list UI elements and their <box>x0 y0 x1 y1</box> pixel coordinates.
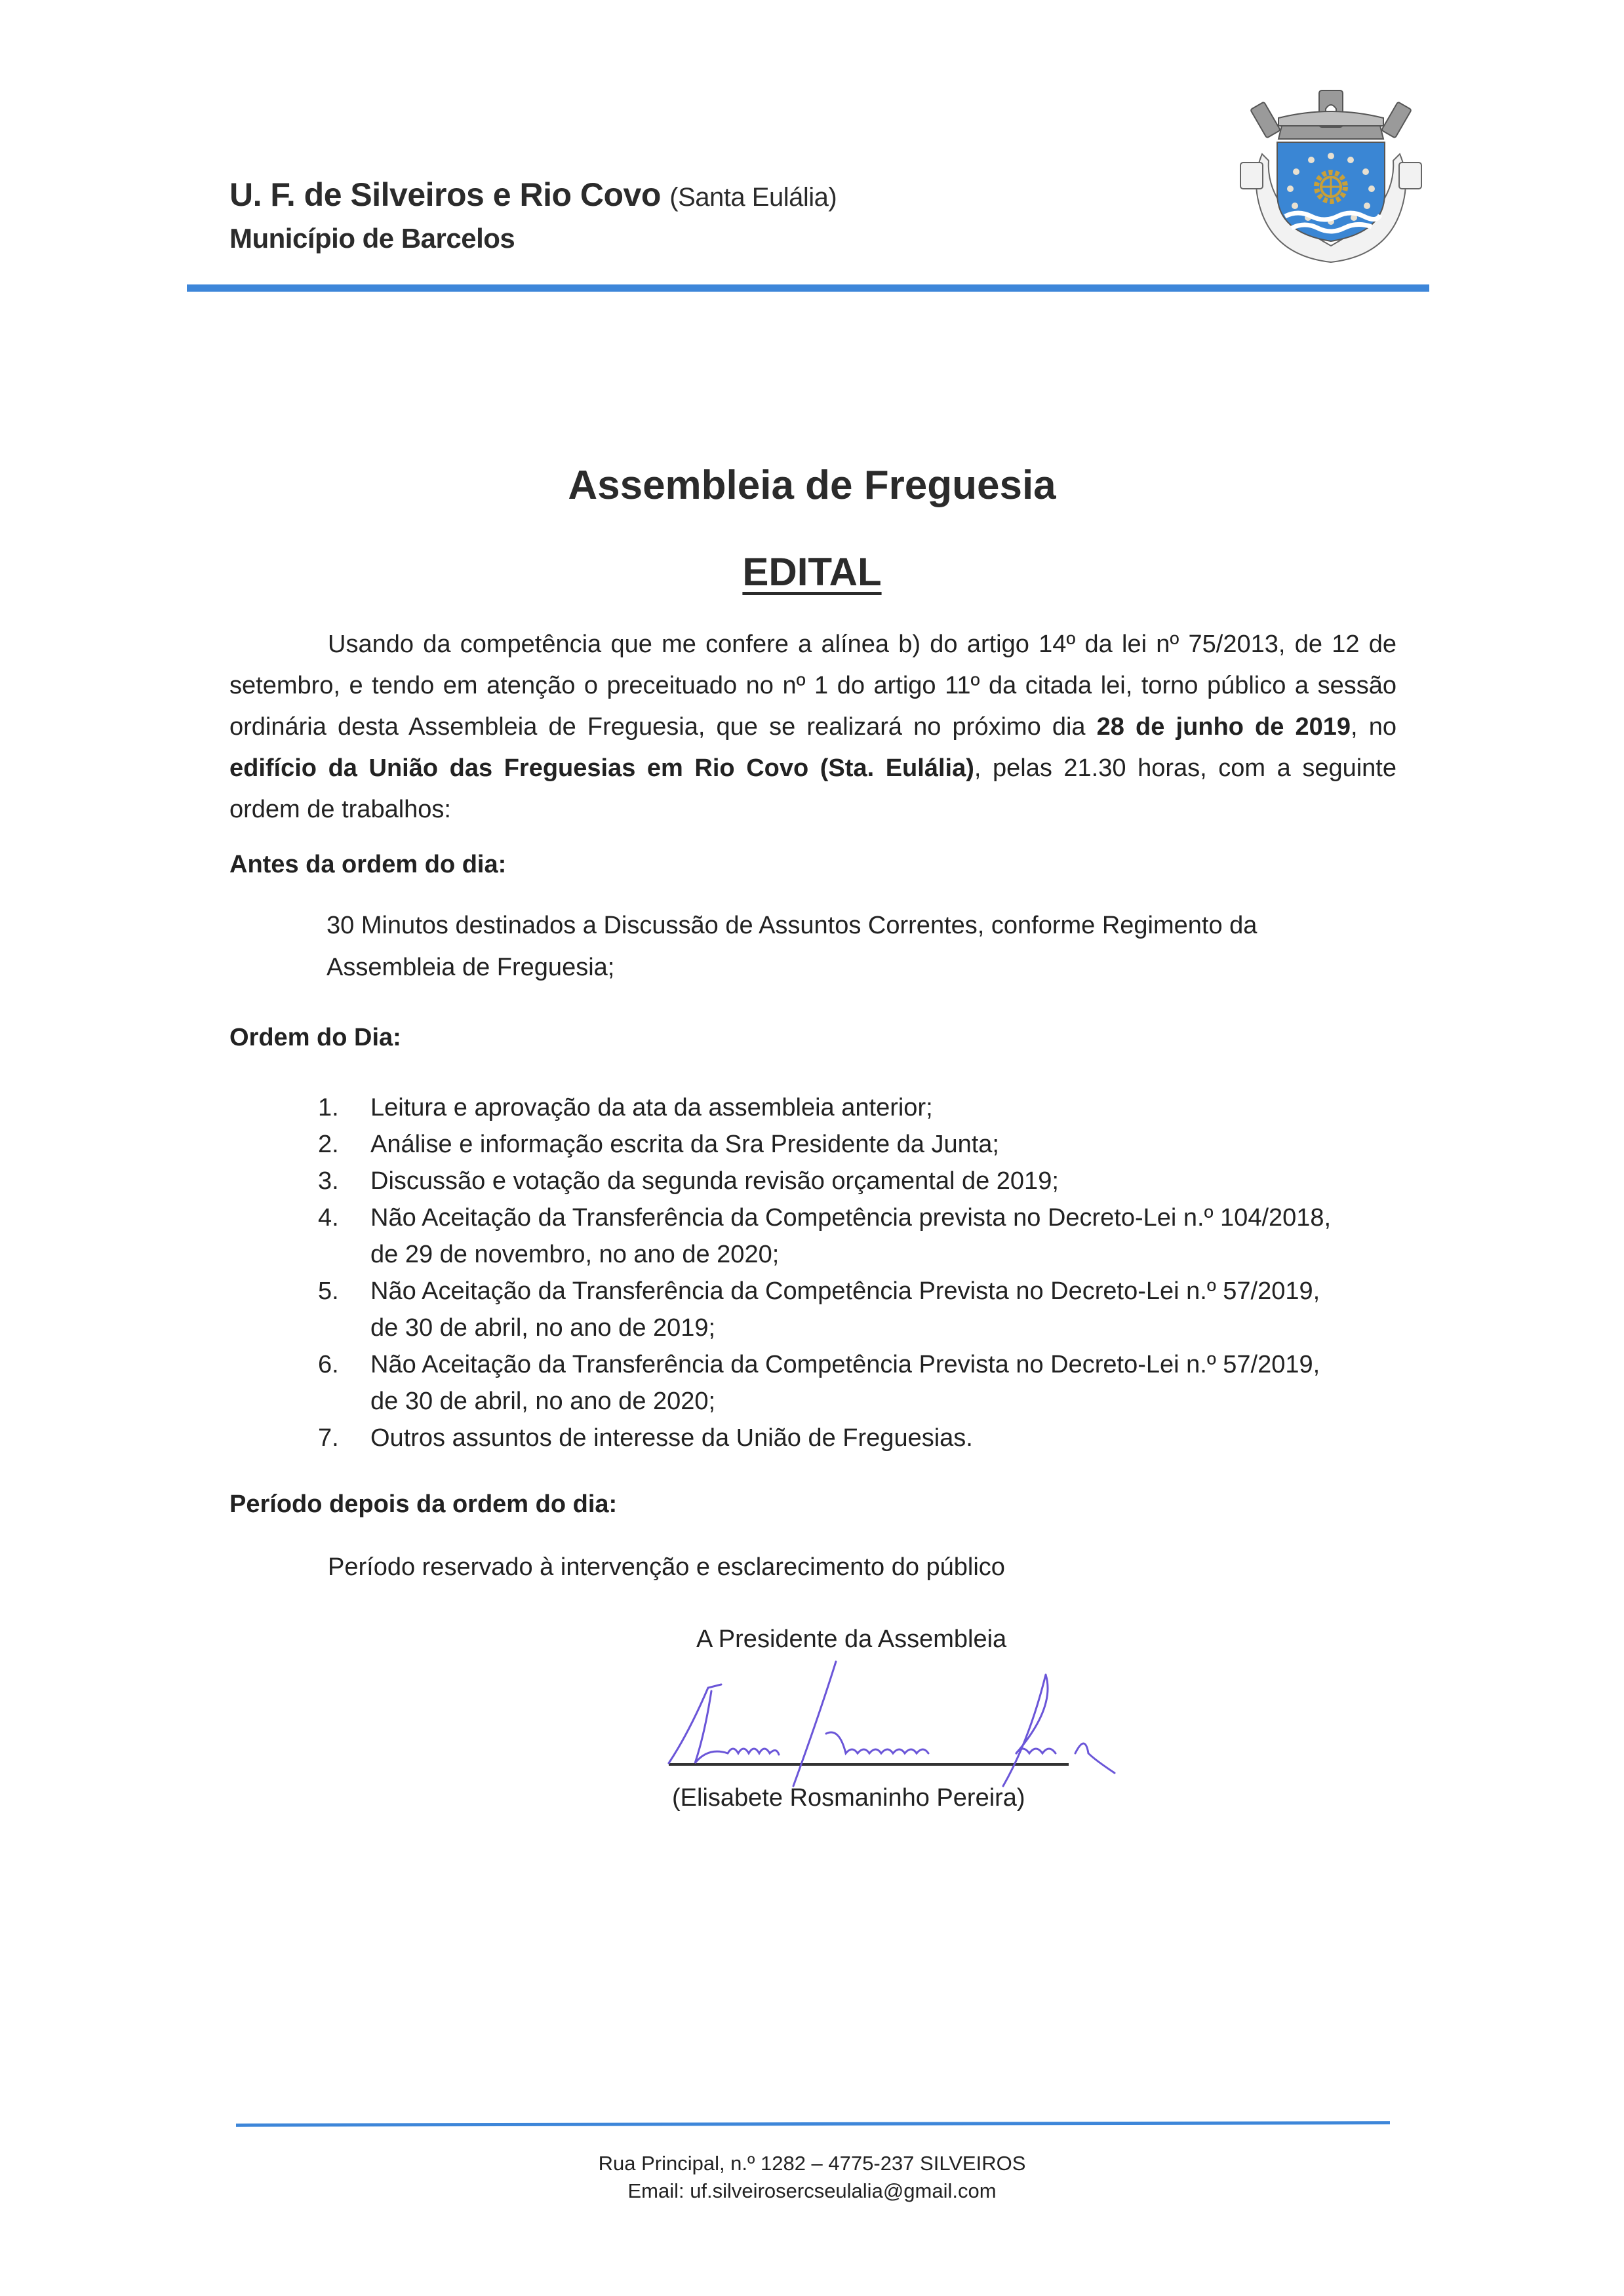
coat-of-arms-logo <box>1233 79 1429 275</box>
agenda-item <box>315 1273 1429 1346</box>
organization-name <box>229 176 837 214</box>
signatory-role: A Presidente da Assembleia <box>696 1625 1007 1653</box>
after-agenda-text: Período reservado à intervenção e esclarecimento do público <box>328 1553 1005 1581</box>
before-agenda-text: 30 Minutos destinados a Discussão de Assuntos Correntes, conforme Regimento da Assembleia de Freguesia; <box>327 912 1258 981</box>
handwritten-signature <box>649 1655 1187 1799</box>
agenda-item-number: 2. <box>318 1131 339 1158</box>
session-date: 28 de junho de 2019 <box>1096 713 1351 741</box>
agenda-item-text: Discussão e votação da segunda revisão orçamental de 2019; <box>370 1167 1059 1195</box>
after-agenda-heading: Período depois da ordem do dia: <box>229 1490 618 1518</box>
agenda-item-text: Não Aceitação da Transferência da Competência Prevista no Decreto-Lei n.º 57/2019, de 30 de abril, no ano de 2019; <box>370 1277 1320 1342</box>
agenda-item-text: Outros assuntos de interesse da União de Freguesias. <box>370 1424 973 1452</box>
agenda-item <box>315 1089 1429 1126</box>
agenda-item-number: 3. <box>318 1167 339 1195</box>
agenda-item-number: 6. <box>318 1351 339 1378</box>
edital-label: EDITAL <box>742 550 882 594</box>
organization-suffix: (Santa Eulália) <box>669 183 837 212</box>
session-venue: edifício da União das Freguesias em Rio Covo (Sta. Eulália) <box>229 754 974 782</box>
agenda-heading: Ordem do Dia: <box>229 1024 401 1051</box>
footer-address: Rua Principal, n.º 1282 – 4775-237 SILVEIROS <box>598 2152 1026 2175</box>
intro-text-1: Usando da competência que me confere a alínea b) do artigo 14º da lei nº 75/2013, de 12 de setembro, e tendo em atenção o preceituado no nº 1 do artigo 11º da citada lei, torno público a sessão ordinária desta Assembleia de Freguesia, que se realizará no próximo dia <box>229 631 1396 741</box>
agenda-list <box>315 1089 1429 1456</box>
intro-text-3: , pelas 21.30 horas, com a seguinte ordem de trabalhos: <box>229 754 1397 823</box>
agenda-item <box>315 1346 1429 1420</box>
agenda-item-number: 1. <box>318 1094 339 1121</box>
footer-divider <box>236 2121 1390 2127</box>
mural-crown-icon <box>1250 90 1412 139</box>
organization-name-text: U. F. de Silveiros e Rio Covo <box>229 176 661 213</box>
agenda-item <box>315 1420 1429 1456</box>
agenda-item-text: Leitura e aprovação da ata da assembleia anterior; <box>370 1094 933 1121</box>
municipality-name: Município de Barcelos <box>229 223 515 254</box>
agenda-item-text: Análise e informação escrita da Sra Presidente da Junta; <box>370 1131 999 1158</box>
agenda-item <box>315 1163 1429 1199</box>
footer-email: Email: uf.silveirosercseulalia@gmail.com <box>627 2179 997 2202</box>
agenda-item <box>315 1126 1429 1163</box>
agenda-item-number: 7. <box>318 1424 339 1452</box>
agenda-item-text: Não Aceitação da Transferência da Competência prevista no Decreto-Lei n.º 104/2018, de 29 de novembro, no ano de 2020; <box>370 1204 1332 1268</box>
document-title: Assembleia de Freguesia <box>568 463 1056 508</box>
agenda-item-text: Não Aceitação da Transferência da Competência Prevista no Decreto-Lei n.º 57/2019, de 30 de abril, no ano de 2020; <box>370 1351 1320 1415</box>
agenda-item-number: 4. <box>318 1204 339 1232</box>
intro-text-2: , no <box>1351 713 1396 741</box>
agenda-item-number: 5. <box>318 1277 339 1305</box>
intro-paragraph <box>229 624 1396 830</box>
document-type-heading <box>0 549 1624 594</box>
signatory-name: (Elisabete Rosmaninho Pereira) <box>672 1784 1025 1812</box>
agenda-item <box>315 1199 1429 1273</box>
header-divider <box>187 284 1429 292</box>
before-agenda-heading: Antes da ordem do dia: <box>229 851 507 878</box>
